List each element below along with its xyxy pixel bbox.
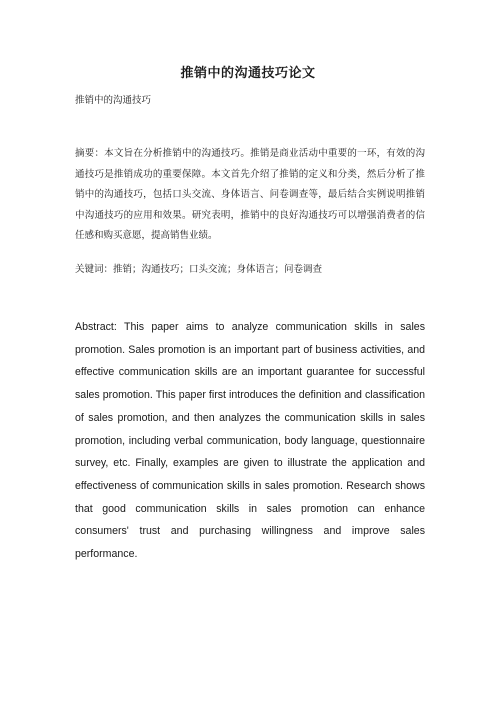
chinese-abstract: 摘要：本文旨在分析推销中的沟通技巧。推销是商业活动中重要的一环，有效的沟通技巧是推销成功的重要保障。本文首先介绍了推销的定义和分类，然后分析了推销中的沟通技巧，包括口头交流、身体语言、问卷调查等，最后结合实例说明推销中沟通技巧的应用和效果。研究表明，推销中的良好沟通技巧可以增强消费者的信任感和购买意愿，提高销售业绩。 <box>75 148 425 241</box>
document-title: 推销中的沟通技巧论文 <box>180 66 316 81</box>
english-abstract: Abstract: This paper aims to analyze communication skills in sales promotion. Sales promotion is an important part of business activities, and effective communication skills are an important guarantee for successful sales promotion. This paper first introduces the definition and classification of sales promotion, and then analyzes the communication skills in sales promotion, including verbal communication, body language, questionnaire survey, etc. Finally, examples are given to illustrate the application and effectiveness of communication skills in sales promotion. Research shows that good communication skills in sales promotion can enhance consumers' trust and purchasing willingness and improve sales performance. <box>75 321 425 561</box>
keywords-line: 关键词：推销；沟通技巧；口头交流；身体语言；问卷调查 <box>75 264 323 275</box>
document-subtitle: 推销中的沟通技巧 <box>75 95 152 106</box>
